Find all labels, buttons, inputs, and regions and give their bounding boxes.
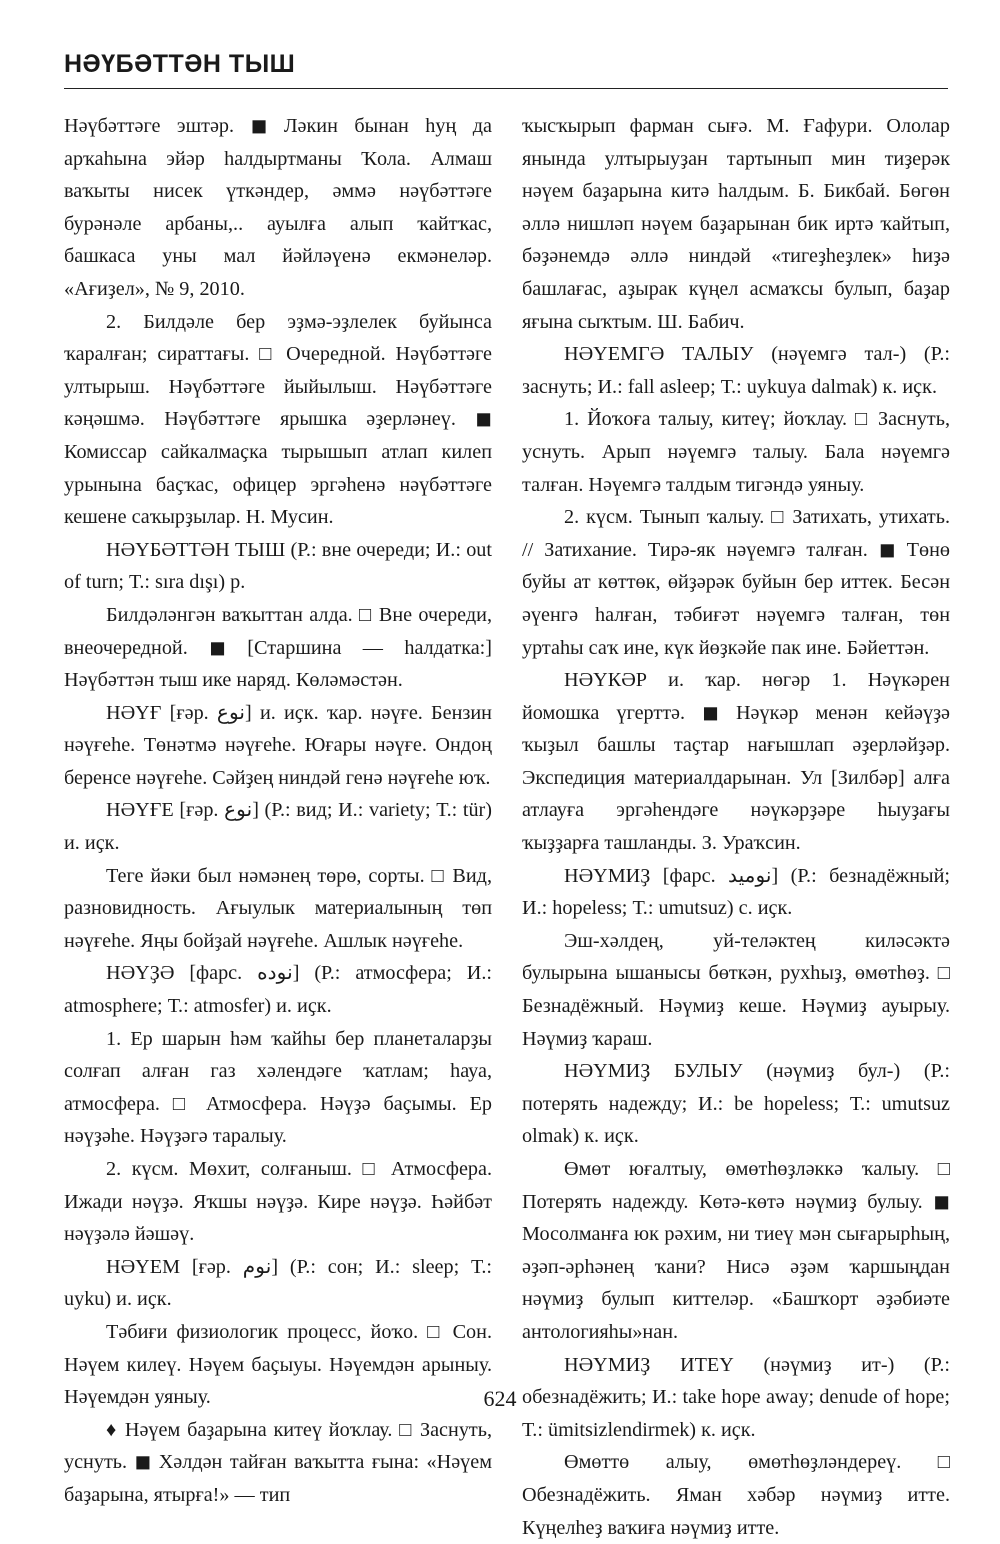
entry-headword-line: НӘҮМИҘ БУЛЫУ (нәүмиҙ бул-) (Р.: потерять надежду; И.: be hopeless; Т.: umutsuz olmak) к. иҫк. [522,1060,950,1148]
right-column [522,110,950,1544]
running-head: НӘҮБӘТТӘН ТЫШ [64,50,296,78]
entry-headword-line: НӘҮҒЕ [ғәр. نوع] (Р.: вид; И.: variety; Т.: tür) и. иҫк. [64,799,492,855]
entry-paragraph: Теге йәки был нәмәнең төрө, сорты. □ Вид, разновидность. Ағыулык материалының төп нәүғеһе. Яңы бойҙай нәүғеһе. Ашлык нәүғеһе. [64,864,492,952]
entry-paragraph: Эш-хәлдең, уй-теләктең киләсәктә булырына ышанысы бөткән, рухһыҙ, өмөтһөҙ. □ Безнадёжный. Нәүмиҙ кеше. Нәүмиҙ ауырыу. Нәүмиҙ ҡараш. [522,929,950,1050]
entry-paragraph: ҡысҡырып фарман сығә. М. Ғафури. Ололар янында ултырыуҙан тартынып мин тиҙерәк нәүем баҙарына китә һалдым. Б. Бикбай. Бөгөн әллә нишләп нәүем баҙарынан бик иртә ҡайтып, бәҙәнемдә әллә ниндәй «тигеҙһеҙлек» һиҙә башлағас, аҙырак күңел асмаҡсы булып, баҙар яғына сыҡтым. Ш. Бабич. [522,115,950,333]
entry-paragraph: Өмөттө алыу, өмөтһөҙләндереү. □ Обезнадёжить. Яман хәбәр нәүмиҙ итте. Күңелһеҙ ваҡиға нәүмиҙ итте. [522,1451,950,1539]
entry-headword-line: НӘҮЕМГӘ ТАЛЫУ (нәүемгә тал-) (Р.: заснуть; И.: fall asleep; Т.: uykuya dalmak) к. иҫк. [522,343,950,398]
entry-headword-line: НӘҮМИҘ ИТЕҮ (нәүмиҙ ит-) (Р.: обезнадёжить; И.: take hope away; denude of hope; Т.: ümitsizlendirmek) к. иҫк. [522,1353,950,1441]
page-number: 624 [483,1386,517,1411]
entry-paragraph: 2. күсм. Мөхит, солғаныш. □ Атмосфера. Ижади нәүҙә. Яҡшы нәүҙә. Кире нәүҙә. Һәйбәт нәүҙәлә йәшәү. [64,1158,492,1246]
entry-headword-line: НӘҮКӘР и. ҡар. нөгәр 1. Нәүкәрен йомошка үгерттә. ◼ Нәүкәр менән кейәүҙә ҡыҙыл башлы таҫтар нағышлап әҙерләйҙәр. Экспедиция материалдарынан. Ул [Зилбәр] алға атлауға эргәһендәге нәүкәрҙәре һыуҙағы ҡыҙҙарға ташланды. З. Ураҡсин. [522,669,950,855]
header-rule [64,88,948,89]
entry-paragraph: Нәүбәттәге эштәр. ◼ Ләкин бынан һуң да арҡаһына эйәр һалдыртманы Ҡола. Алмаш ваҡыты нисек үткәндер, әммә нәүбәттәге бурәнәле арбаны,.. ауылға алып ҡайтҡас, башкаса уны мал йәйләүенә екмәнеләр. «Ағиҙел», № 9, 2010. [64,115,492,300]
entry-paragraph: Тәбиғи физиологик процесс, йоҡо. □ Сон. Нәүем килеү. Нәүем баҫыуы. Нәүемдән арыныу. Нәүемдән уяныу. [64,1320,492,1409]
entry-headword-line: НӘҮЕМ [ғәр. نوم] (Р.: сон; И.: sleep; Т.: uyku) и. иҫк. [64,1255,493,1311]
entry-headword-line: НӘҮҒ [ғәр. نوع] и. иҫк. ҡар. нәүғе. Бензин нәүғеһе. Төнәтмә нәүғеһе. Юғары нәүғе. Ондоң беренсе нәүғеһе. Сәйҙең ниндәй генә нәүғеһе юҡ. [64,701,492,789]
entry-paragraph: Өмөт юғалтыу, өмөтһөҙләккә ҡалыу. □ Потерять надежду. Көтә-көтә нәүмиҙ булыу. ◼ Мосолманға юк рәхим, ни тиеү мән сығарырһың, әҙәп-әрһәнең ҡани? Нисә әҙәм ҡаршыңдан нәүмиҙ булып киттеләр. «Башҡорт әҙәбиәте антологияһы»нан. [522,1158,950,1343]
left-column [64,110,492,1512]
entry-paragraph: 1. Йоҡоға талыу, китеү; йоҡлау. □ Заснуть, уснуть. Арып нәүемгә талыу. Бала нәүемгә талған. Нәүемгә талдым тигәндә уяныу. [522,408,950,496]
entry-headword-line: НӘҮБӘТТӘН ТЫШ (Р.: вне очереди; И.: out of turn; Т.: sıra dışı) р. [64,538,492,594]
entry-headword-line: НӘҮМИҘ [фарс. نومید] (Р.: безнадёжный; И.: hopeless; Т.: umutsuz) с. иҫк. [522,864,950,920]
entry-headword-line: НӘҮҘӘ [фарс. نوده] (Р.: атмосфера; И.: atmosphere; Т.: atmosfer) и. иҫк. [64,962,492,1018]
entry-paragraph: Билдәләнгән ваҡыттан алда. □ Вне очереди, внеочередной. ◼ [Старшина — һалдатка:] Нәүбәттән тыш ике наряд. Көләмәстән. [64,603,492,692]
entry-paragraph: 1. Ер шарын һәм ҡайһы бер планеталарҙы солғап алған газ хәлендәге ҡатлам; һауа, атмосфера. □ Атмосфера. Нәүҙә баҫымы. Ер нәүҙәһе. Нәүҙәгә таралыу. [64,1027,492,1148]
entry-paragraph: 2. Билдәле бер эҙмә-эҙлелек буйынса ҡаралған; сираттағы. □ Очередной. Нәүбәттәге ултырыш. Нәүбәттәге йыйылыш. Нәүбәттәге кәңәшмә. Нәүбәттәге ярышка әҙерләнеү. ◼ Комиссар сайкалмаҫка тырышып атлап килеп урынына баҫҡас, офицер эргәһенә нәүбәттәге кешене саҡырҙылар. Н. Мусин. [64,310,492,529]
entry-paragraph: 2. күсм. Тынып ҡалыу. □ Затихать, утихать. // Затихание. Тирә-як нәүемгә талған. ◼ Төнө буйы ат көттөк, өйҙәрәк буйын бер иттек. Бесән әүенгә һалған, тәбиғәт нәүемгә талған, төн уртаһы саҡ ине, күк йөҙкәйе пак ине. Бәйеттән. [522,506,950,659]
idiom-paragraph: ♦ Нәүем баҙарына китеү йоҡлау. □ Заснуть, уснуть. ◼ Хәлдән тайған ваҡытта ғына: «Нәүем баҙарына, ятырға!» — тип [64,1418,492,1506]
